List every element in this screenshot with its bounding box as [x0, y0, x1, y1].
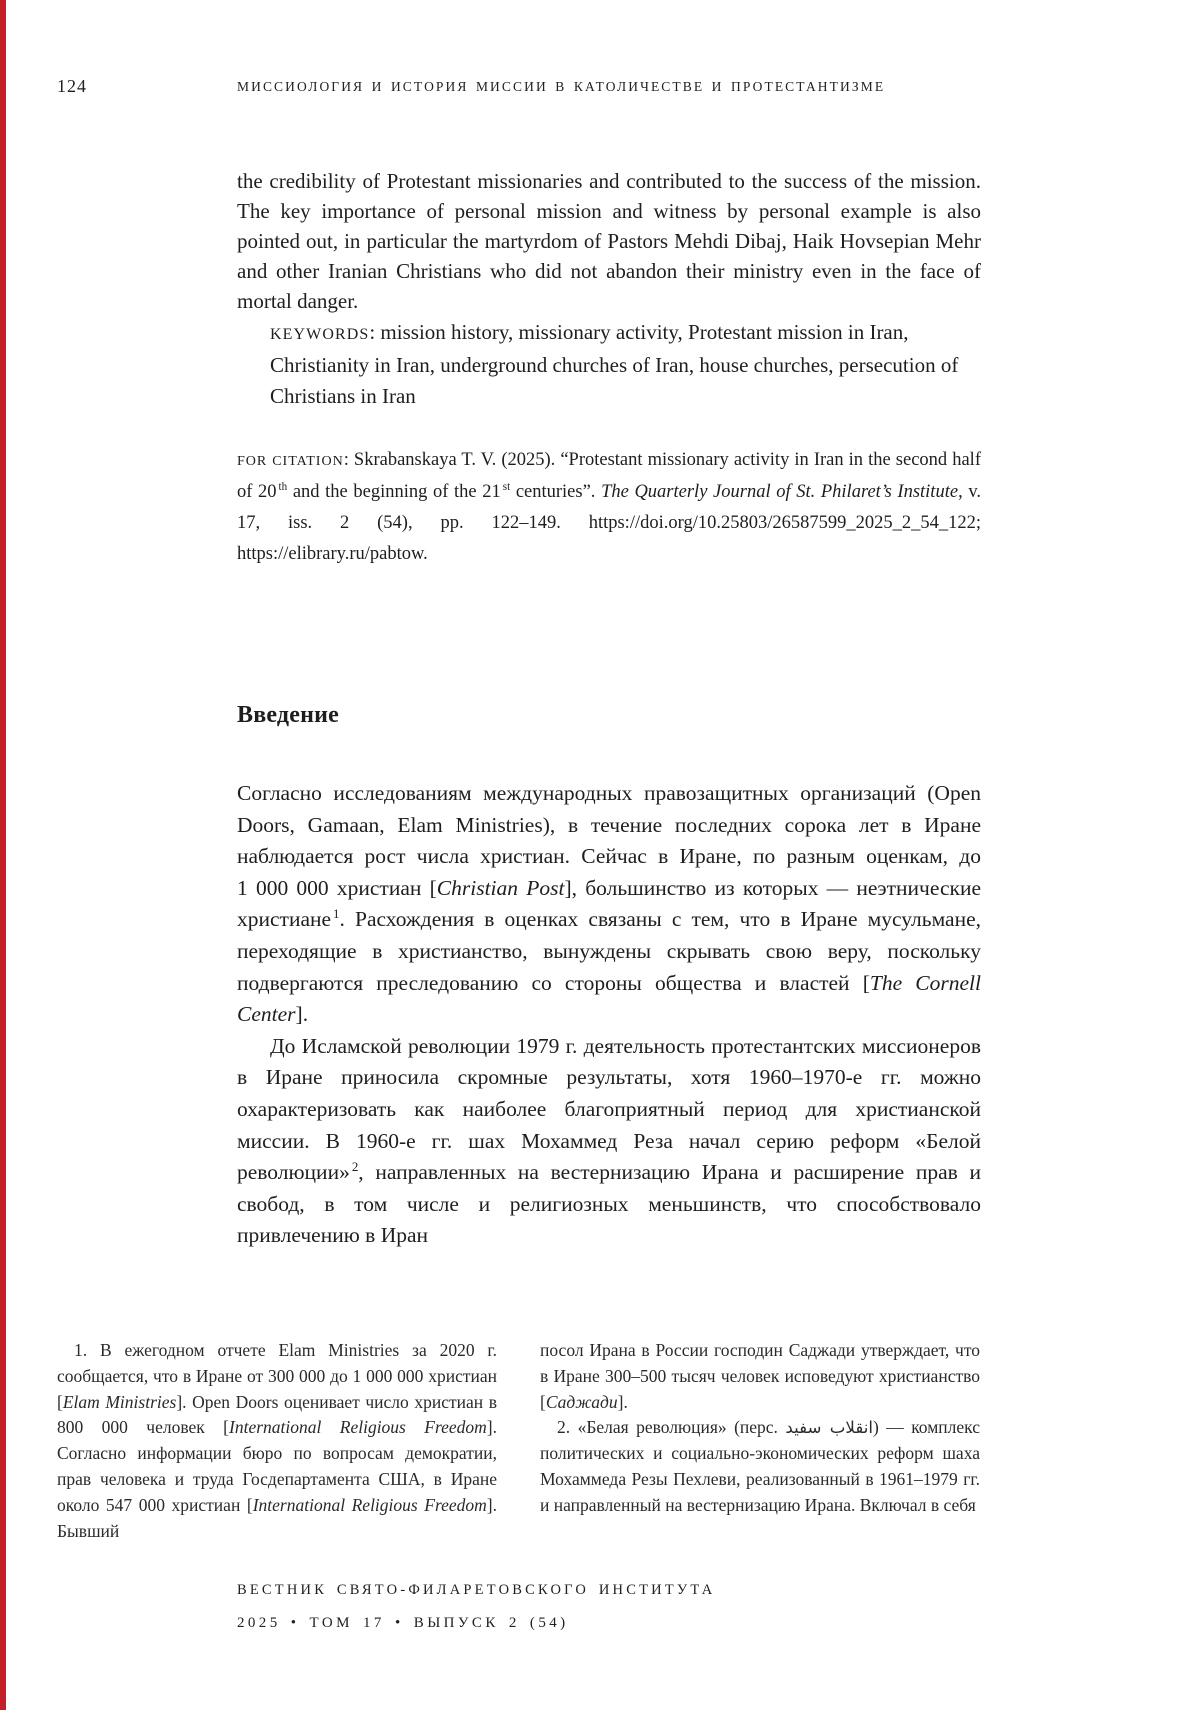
keywords-block [237, 317, 981, 412]
citation-text [237, 445, 981, 570]
citation-body: : Skrabanskaya T. V. (2025). “Protestant missionary activity in Iran in the second half of 20 $^{th}$ and the beginning of the 21 $^{st}$ centuries”. The Quarterly Journal of St. Philaret’s Institute, v. 17, iss. 2 (54), pp. 122–149. https://doi.org/10.25803/26587599_2025_2_54_122; https://elibrary.ru/pabtow. [237, 450, 981, 564]
journal-footer [237, 1582, 981, 1632]
body-paragraph-2: До Исламской революции 1979 г. деятельность протестантских миссионеров в Иране приносила скромные результаты, хотя 1960–1970-е гг. можно охарактеризовать как наиболее благоприятный период для христианской миссии. В 1960-е гг. шах Мохаммед Реза начал серию реформ «Белой революции» $^2$, направленных на вестернизацию Ирана и расширение прав и свобод, в том числе и религиозных меньшинств, что способствовало привлечению в Иран [237, 1033, 981, 1248]
running-title: МИССИОЛОГИЯ И ИСТОРИЯ МИССИИ В КАТОЛИЧЕСТВЕ И ПРОТЕСТАНТИЗМЕ [237, 79, 886, 94]
introduction-body [237, 778, 981, 1252]
footnote-column-left [57, 1338, 497, 1544]
footnote-1: 1. В ежегодном отчете Elam Ministries за 2020 г. сообщается, что в Иране от 300 000 до 1 000 000 христиан [Elam Ministries]. Open Doors оценивает число христиан в 800 000 человек [International Religious Freedom]. Согласно информации бюро по вопросам демократии, прав человека и труда Госдепартамента США, в Иране около 547 000 христиан [International Religious Freedom]. Бывший [57, 1340, 497, 1541]
citation-label: FOR CITATION [237, 453, 344, 469]
citation-section [237, 445, 981, 570]
journal-name: ВЕСТНИК СВЯТО-ФИЛАРЕТОВСКОГО ИНСТИТУТА [237, 1582, 716, 1598]
running-header [0, 76, 1200, 100]
journal-issue-line: 2025 • ТОМ 17 • ВЫПУСК 2 (54) [237, 1615, 569, 1631]
footnotes-section [57, 1338, 980, 1553]
left-accent-bar [0, 0, 6, 1710]
keywords-text: : mission history, missionary activity, Protestant mission in Iran, Christianity in Iran, underground churches of Iran, house churches, persecution of Christians in Iran [270, 320, 959, 408]
keywords-label: KEYWORDS [270, 326, 370, 343]
page-number: 124 [57, 76, 87, 96]
abstract-section [237, 166, 981, 412]
footnote-1-continued: посол Ирана в России господин Саджади утверждает, что в Иране 300–500 тысяч человек исповедуют христианство [Саджади]. [540, 1340, 980, 1412]
footnote-column-right [540, 1338, 980, 1519]
abstract-text: the credibility of Protestant missionaries and contributed to the success of the mission. The key importance of personal mission and witness by personal example is also pointed out, in particular the martyrdom of Pastors Mehdi Dibaj, Haik Hovsepian Mehr and other Iranian Christians who did not abandon their ministry even in the face of mortal danger. [237, 169, 981, 313]
section-heading-introduction: Введение [237, 702, 340, 728]
footnote-2: 2. «Белая революция» (перс. انقلاب سفید) — комплекс политических и социально-экономических реформ шаха Мохаммеда Резы Пехлеви, реализованный в 1961–1979 гг. и направленный на вестернизацию Ирана. Включал в себя [540, 1417, 980, 1515]
body-paragraph-1: Согласно исследованиям международных правозащитных организаций (Open Doors, Gamaan, Elam Ministries), в течение последних сорока лет в Иране наблюдается рост числа христиан. Сейчас в Иране, по разным оценкам, до 1 000 000 христиан [Christian Post], большинство из которых — неэтнические христиане $^1$. Расхождения в оценках связаны с тем, что в Иране мусульмане, переходящие в христианство, вынуждены скрывать свою веру, поскольку подвергаются преследованию со стороны общества и властей [The Cornell Center]. [237, 781, 981, 1027]
